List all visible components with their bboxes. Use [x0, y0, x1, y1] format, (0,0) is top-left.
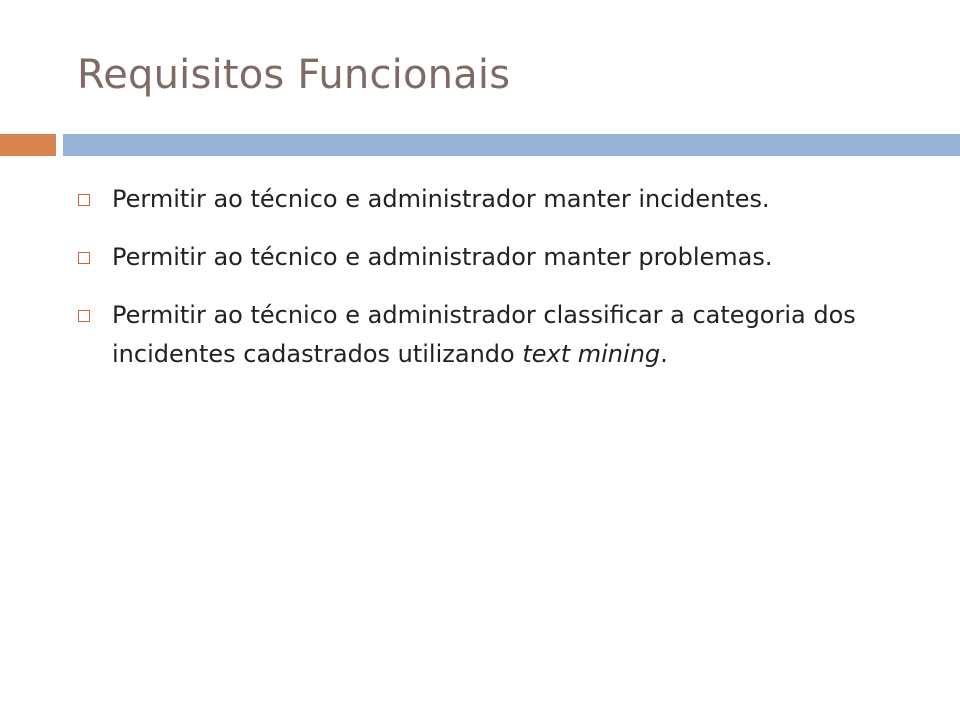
- slide-title: Requisitos Funcionais: [77, 52, 511, 98]
- bullet-item: [78, 238, 938, 277]
- bullet-text: Permitir ao técnico e administrador manter problemas.: [112, 243, 773, 271]
- accent-bar-orange: [0, 134, 56, 156]
- bullet-text: Permitir ao técnico e administrador manter incidentes.: [112, 185, 770, 213]
- square-bullet-icon: [78, 194, 90, 206]
- square-bullet-icon: [78, 310, 90, 322]
- bullet-text: Permitir ao técnico e administrador classificar a categoria dos incidentes cadastrados utilizando: [112, 301, 856, 368]
- square-bullet-icon: [78, 252, 90, 264]
- bullet-list: [78, 180, 938, 393]
- bullet-item: [78, 296, 938, 374]
- bullet-text-end: .: [660, 340, 668, 368]
- bullet-item: [78, 180, 938, 219]
- accent-bar-blue: [63, 134, 960, 156]
- bullet-text-italic: text mining: [522, 340, 661, 368]
